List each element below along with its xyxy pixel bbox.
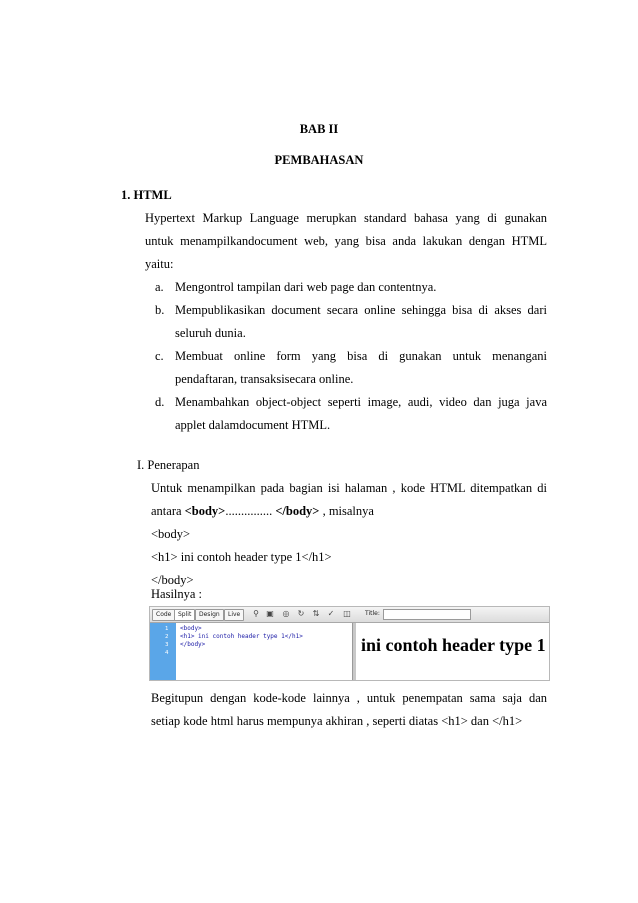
- design-view-button[interactable]: Design: [195, 609, 224, 621]
- body-open-tag: <body>: [184, 504, 226, 518]
- closing-line-1: Begitupun dengan kode-kode lainnya , untuk penempatan sama saja dan: [151, 691, 547, 705]
- chapter-title: BAB II: [299, 122, 339, 136]
- list-item-c-line-2: pendaftaran, transaksisecara online.: [175, 372, 354, 386]
- closing-line-2: setiap kode html harus mempunya akhiran , seperti diatas <h1> dan </h1>: [151, 714, 523, 728]
- code-example-line-3: </body>: [151, 573, 194, 587]
- line-number: 3: [165, 642, 169, 648]
- subsection-heading: I. Penerapan: [137, 458, 200, 472]
- code-pane[interactable]: [150, 623, 352, 680]
- code-example-line-2: <h1> ini contoh header type 1</h1>: [151, 550, 332, 564]
- subsection-line-2: [151, 501, 374, 521]
- line2-prefix: antara: [151, 504, 185, 518]
- line2-suffix: , misalnya: [322, 504, 374, 518]
- list-marker-d: d.: [155, 395, 165, 409]
- visual-aids-icon[interactable]: ◫: [343, 609, 351, 618]
- section-paragraph-line-1: Hypertext Markup Language merupkan standard bahasa yang di gunakan: [145, 211, 547, 225]
- code-line: <body>: [180, 625, 202, 632]
- code-line: <h1> ini contoh header type 1</h1>: [180, 633, 303, 640]
- title-label: Title:: [365, 610, 380, 617]
- result-label: Hasilnya :: [151, 587, 203, 601]
- section-paragraph-line-3: yaitu:: [145, 257, 174, 271]
- list-item-c-line-1: Membuat online form yang bisa di gunakan untuk menangani: [175, 349, 547, 363]
- inspect-icon[interactable]: ⚲: [253, 609, 259, 618]
- file-management-icon[interactable]: ⇅: [312, 609, 320, 618]
- preview-icon[interactable]: ◎: [282, 609, 290, 618]
- line-number: 4: [165, 650, 169, 656]
- list-marker-a: a.: [155, 280, 164, 294]
- code-example-line-1: <body>: [151, 527, 191, 541]
- editor-screenshot: [149, 606, 550, 681]
- multiscreen-icon[interactable]: ▣: [266, 609, 274, 618]
- design-preview-pane: [356, 623, 549, 680]
- live-view-button[interactable]: Live: [224, 609, 244, 621]
- list-item-d-line-2: applet dalamdocument HTML.: [175, 418, 331, 432]
- list-item-a-line-1: Mengontrol tampilan dari web page dan contentnya.: [175, 280, 437, 294]
- list-marker-c: c.: [155, 349, 164, 363]
- editor-toolbar: [150, 607, 549, 623]
- line2-dots: ...............: [225, 504, 273, 518]
- refresh-icon[interactable]: ↻: [297, 609, 305, 618]
- list-item-b-line-2: seluruh dunia.: [175, 326, 246, 340]
- code-view-button[interactable]: Code: [152, 609, 175, 621]
- list-item-b-line-1: Mempublikasikan document secara online sehingga bisa di akses dari: [175, 303, 547, 317]
- section-paragraph-line-2: untuk menampilkandocument web, yang bisa anda lakukan dengan HTML: [145, 234, 547, 248]
- preview-heading: ini contoh header type 1: [361, 635, 546, 655]
- section-heading: 1. HTML: [121, 188, 172, 202]
- title-input[interactable]: [383, 609, 471, 620]
- line-number: 1: [165, 626, 169, 632]
- subsection-line-1: Untuk menampilkan pada bagian isi halaman , kode HTML ditempatkan di: [151, 481, 547, 495]
- code-line: </body>: [180, 641, 206, 648]
- body-close-tag: </body>: [272, 504, 323, 518]
- split-view-button[interactable]: Split: [174, 609, 195, 621]
- chapter-subtitle: PEMBAHASAN: [274, 153, 364, 167]
- check-icon[interactable]: ✓: [327, 609, 335, 618]
- line-number-gutter: [150, 623, 176, 680]
- list-marker-b: b.: [155, 303, 165, 317]
- list-item-d-line-1: Menambahkan object-object seperti image, audi, video dan juga java: [175, 395, 547, 409]
- line-number: 2: [165, 634, 169, 640]
